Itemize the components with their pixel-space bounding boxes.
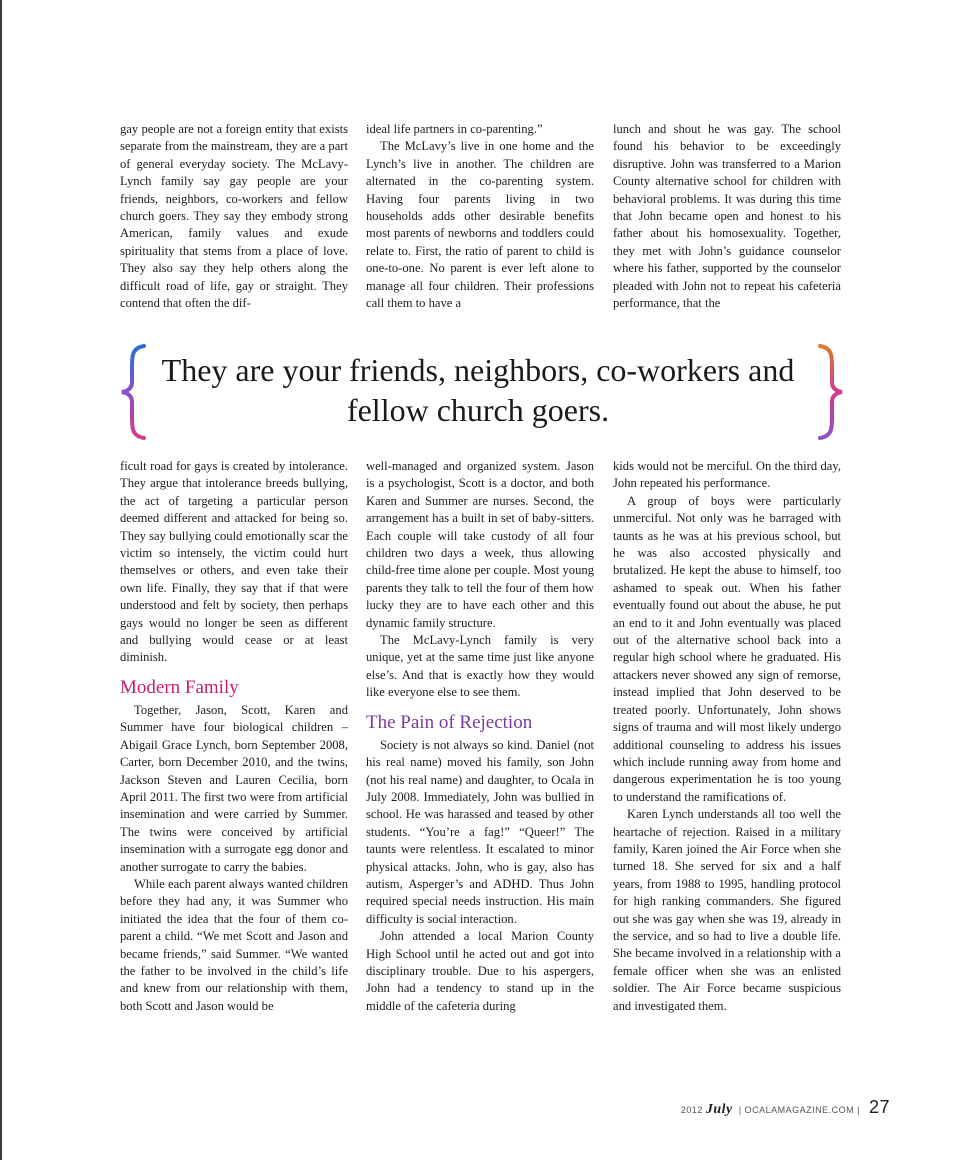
footer-separator: | [857,1105,860,1115]
left-brace-icon [118,344,152,440]
column-2-bottom [366,458,594,1015]
column-3-bottom [613,458,841,1015]
paragraph: ideal life partners in co-parenting.” [366,122,543,136]
paragraph: While each parent always wanted children before they had any, it was Summer who initiated the idea that the four of them co-parent a child. “We met Scott and Jason and became friends,” said Summer. “We wanted the father to be involved in the child’s life and knew from our relationship with them, both Scott and Jason would be [120,876,348,1013]
paragraph: Society is not always so kind. Daniel (not his real name) moved his family, son John (not his real name) and daughter, to Ocala in July 2008. Immediately, John was bullied in school. He was harassed and teased by other students. “You’re a fag!” “Queer!” The taunts were relentless. It escalated to minor physical attacks. John, who is gay, also has autism, Asperger’s and ADHD. Thus John required special needs instruction. His main difficulty is social interaction. [366,737,594,926]
pull-quote [118,344,838,440]
column-3-top [613,121,841,312]
paragraph: ficult road for gays is created by intolerance. They argue that intolerance breeds bullying, the act of targeting a particular person deemed different and attacked for being so. They say bullying could emotionally scar the victim so intensely, the victim could hurt themselves or others, and even take their own life. Finally, they say that if that were understood and felt by society, then perhaps gays would no longer be seen as different and bullying would cease or at least diminish. [120,459,348,665]
paragraph: well-managed and organized system. Jason is a psychologist, Scott is a doctor, and both Karen and Summer are nurses. Second, the arrangement has a built in set of baby-sitters. Each couple will take custody of all four children two days a week, thus allowing child-free time alone per couple. Most young parents they talk to tell the four of them how lucky they are to have each other and this dynamic family structure. [366,459,594,630]
column-1-top [120,121,348,312]
right-brace-icon [812,344,846,440]
paragraph: John attended a local Marion County High School until he acted out and got into disciplinary trouble. Due to his aspergers, John had a tendency to stand up in the middle of the cafeteria during [366,929,594,1013]
footer-separator: | [738,1105,742,1115]
paragraph: kids would not be merciful. On the third day, John repeated his performance. [613,459,841,491]
column-1-bottom [120,458,348,1015]
page-footer [681,1097,890,1118]
heading-pain-of-rejection: The Pain of Rejection [366,711,533,733]
footer-month: July [705,1102,733,1117]
paragraph: The McLavy-Lynch family is very unique, yet at the same time just like anyone else’s. And that is exactly how they would like everyone else to see them. [366,633,594,700]
pull-quote-text: They are your friends, neighbors, co-workers and fellow church goers. [161,352,795,428]
paragraph: Together, Jason, Scott, Karen and Summer have four biological children – Abigail Grace Lynch, born September 2008, Carter, born December 2010, and the twins, Jackson Steven and Lauren Cecilia, born April 2011. The first two were from artificial insemination and were carried by Summer. The twins were conceived by artificial insemination with a surrogate egg donor and another surrogate to carry the babies. [120,702,348,874]
footer-site: OCALAMAGAZINE.COM [744,1105,855,1115]
paragraph: Karen Lynch understands all too well the heartache of rejection. Raised in a military family, Karen joined the Air Force when she turned 18. She served for six and a half years, from 1988 to 1995, handling protocol for high ranking commanders. She figured out she was gay when she was 19, already in the service, and so had to live a double life. She became involved in a relationship with a female officer when she was an enlisted soldier. The Air Force became suspicious and investigated them. [613,807,841,1013]
page-edge-line [0,0,2,1160]
paragraph: A group of boys were particularly unmerciful. Not only was he barraged with taunts as he was at his previous school, but he was also accosted physically and brutalized. He kept the abuse to himself, too ashamed to speak out. When his father eventually found out about the abuse, he put an end to it and John eventually was placed out of the alternative school back into a regular high school where he graduated. His attackers never showed any sign of remorse, instead implied that John deserved to be treated poorly. Unfortunately, John shows signs of trauma and will most likely undergo additional counseling to address his issues which include running away from home and dangerous experimentation he is too young to understand the ramifications of. [613,493,841,804]
paragraph: The McLavy’s live in one home and the Lynch’s live in another. The children are alternated in the co-parenting system. Having four parents living in two households adds other desirable benefits most parents of newborns and toddlers could relate to. First, the ratio of parent to child is one-to-one. No parent is ever left alone to manage all four children. Their professions call them to have a [366,139,594,311]
paragraph: lunch and shout he was gay. The school found his behavior to be exceedingly disruptive. John was transferred to a Marion County alternative school for children with behavioral problems. It was during this time that John became open and honest to his father about his homosexuality. Together, they met with John’s guidance counselor where his father, supported by the counselor pleaded with John not to repeat his cafeteria performance, that the [613,122,841,311]
heading-modern-family: Modern Family [120,676,239,698]
page-number: 27 [868,1097,890,1117]
footer-year: 2012 [680,1105,703,1115]
column-2-top [366,121,594,312]
paragraph: gay people are not a foreign entity that exists separate from the mainstream, they are a part of general everyday society. The McLavy-Lynch family say gay people are your friends, neighbors, co-workers and fellow church goers. They say they embody strong American, family values and exude spirituality that stems from a place of love. They also say they help others along the difficult road of life, gay or straight. They contend that often the dif- [120,122,348,311]
